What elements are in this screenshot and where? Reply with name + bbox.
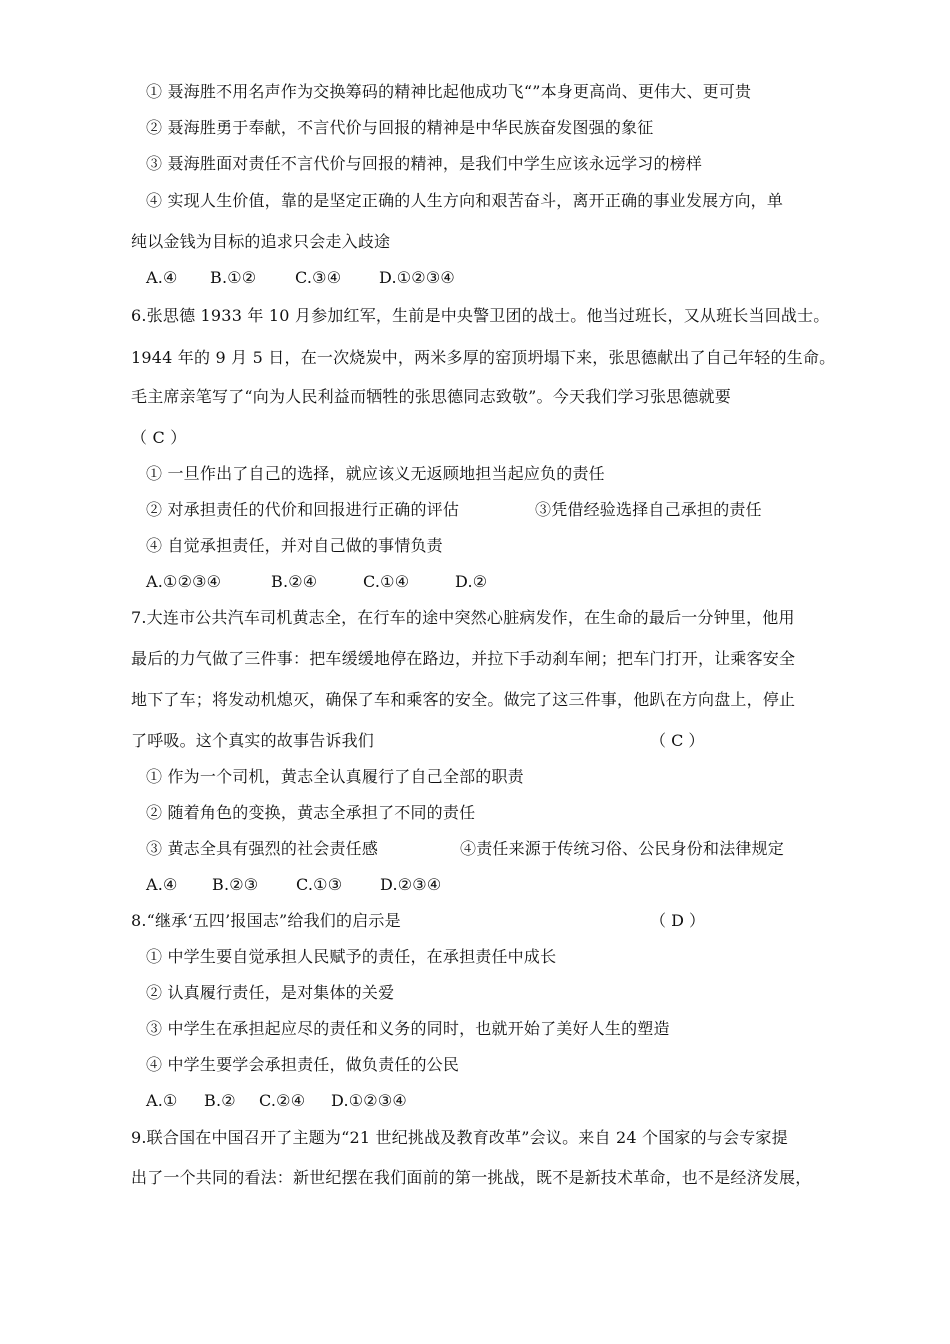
q7-choice-d: D.②③④ <box>380 875 442 894</box>
q6-choice-a: A.①②③④ <box>146 572 222 591</box>
q7-stem-line-1: 7.大连市公共汽车司机黄志全，在行车的途中突然心脏病发作，在生命的最后一分钟里，他用 <box>131 608 795 627</box>
q6-choice-b: B.②④ <box>271 572 318 591</box>
q8-option-3: ③ 中学生在承担起应尽的责任和义务的同时，也就开始了美好人生的塑造 <box>146 1019 670 1038</box>
q5-choice-c: C.③④ <box>295 268 342 287</box>
q6-option-3: ③凭借经验选择自己承担的责任 <box>535 500 762 519</box>
q5-choices <box>146 268 455 288</box>
q6-choices <box>146 572 487 592</box>
q5-option-4-continued: 纯以金钱为目标的追求只会走入歧途 <box>131 232 391 251</box>
q5-option-3: ③ 聂海胜面对责任不言代价与回报的精神，是我们中学生应该永远学习的榜样 <box>146 154 703 173</box>
q8-choice-d: D.①②③④ <box>331 1091 407 1110</box>
q6-option-2: ② 对承担责任的代价和回报进行正确的评估 <box>146 500 460 519</box>
q7-stem-line-2: 最后的力气做了三件事：把车缓缓地停在路边，并拉下手动刹车闸；把车门打开，让乘客安全 <box>131 649 796 668</box>
q7-choice-a: A.④ <box>146 875 178 894</box>
q5-choice-b: B.①② <box>210 268 257 287</box>
q8-stem-line-1: 8.“继承‘五四’报国志”给我们的启示是 <box>131 911 401 930</box>
q8-choice-b: B.② <box>204 1091 236 1110</box>
q6-stem-line-3: 毛主席亲笔写了“向为人民利益而牺牲的张思德同志致敬”。今天我们学习张思德就要 <box>131 387 731 406</box>
q8-option-1: ① 中学生要自觉承担人民赋予的责任，在承担责任中成长 <box>146 947 557 966</box>
q5-option-1: ① 聂海胜不用名声作为交换筹码的精神比起他成功飞“”本身更高尚、更伟大、更可贵 <box>146 82 752 101</box>
q8-choice-a: A.① <box>146 1091 178 1110</box>
q7-option-3: ③ 黄志全具有强烈的社会责任感 <box>146 839 379 858</box>
q6-stem-line-2: 1944 年的 9 月 5 日，在一次烧炭中，两米多厚的窑顶坍塌下来，张思德献出了自己年轻的生命。 <box>131 348 836 367</box>
q5-option-4: ④ 实现人生价值，靠的是坚定正确的人生方向和艰苦奋斗，离开正确的事业发展方向，单 <box>146 191 784 210</box>
q5-option-2: ② 聂海胜勇于奉献，不言代价与回报的精神是中华民族奋发图强的象征 <box>146 118 654 137</box>
q6-choice-d: D.② <box>455 572 488 591</box>
q7-stem-line-4: 了呼吸。这个真实的故事告诉我们 <box>131 731 375 750</box>
q7-answer: （ C ） <box>650 731 705 750</box>
q6-option-1: ① 一旦作出了自己的选择，就应该义无返顾地担当起应负的责任 <box>146 464 605 483</box>
q7-option-4: ④责任来源于传统习俗、公民身份和法律规定 <box>460 839 785 858</box>
q7-choice-c: C.①③ <box>296 875 343 894</box>
q5-choice-a: A.④ <box>146 268 178 287</box>
q8-option-2: ② 认真履行责任，是对集体的关爱 <box>146 983 395 1002</box>
q9-stem-line-2: 出了一个共同的看法：新世纪摆在我们面前的第一挑战，既不是新技术革命，也不是经济发展， <box>131 1168 812 1187</box>
q7-stem-line-3: 地下了车；将发动机熄灭，确保了车和乘客的安全。做完了这三件事，他趴在方向盘上，停止 <box>131 690 796 709</box>
q8-choices <box>146 1091 407 1111</box>
q7-choice-b: B.②③ <box>212 875 259 894</box>
q7-choices <box>146 875 441 895</box>
q8-answer: （ D ） <box>650 911 706 930</box>
q8-option-4: ④ 中学生要学会承担责任，做负责任的公民 <box>146 1055 460 1074</box>
q9-stem-line-1: 9.联合国在中国召开了主题为“21 世纪挑战及教育改革”会议。来自 24 个国家的与会专家提 <box>131 1128 788 1147</box>
q6-option-4: ④ 自觉承担责任，并对自己做的事情负责 <box>146 536 443 555</box>
q5-choice-d: D.①②③④ <box>379 268 455 287</box>
q6-choice-c: C.①④ <box>363 572 410 591</box>
q6-answer: （ C ） <box>131 428 187 447</box>
q6-stem-line-1: 6.张思德 1933 年 10 月参加红军，生前是中央警卫团的战士。他当过班长，又从班长当回战士。 <box>131 306 830 325</box>
q8-choice-c: C.②④ <box>259 1091 306 1110</box>
q7-option-1: ① 作为一个司机，黄志全认真履行了自己全部的职责 <box>146 767 524 786</box>
q7-option-2: ② 随着角色的变换，黄志全承担了不同的责任 <box>146 803 476 822</box>
